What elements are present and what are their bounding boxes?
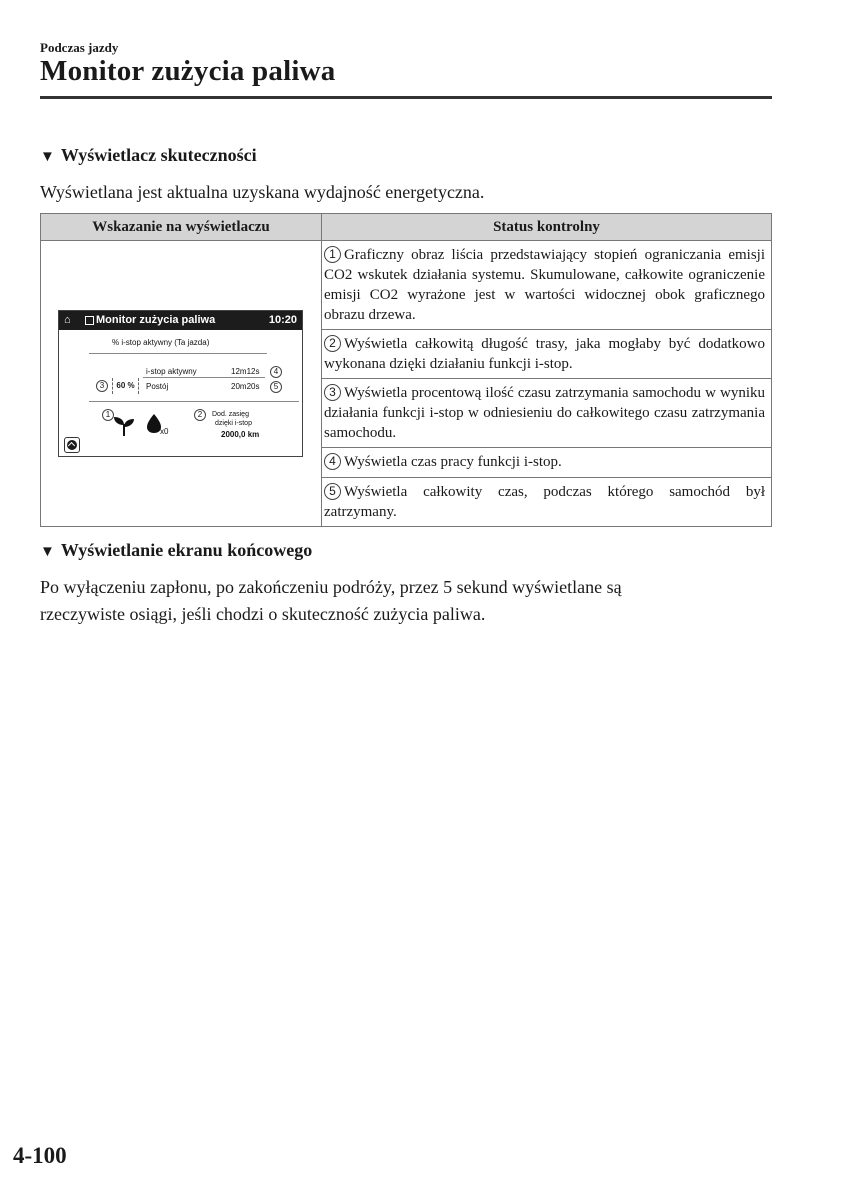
status-row-1	[322, 241, 772, 330]
final-screen-paragraph: Po wyłączeniu zapłonu, po zakończeniu podróży, przez 5 sekund wyświetlane są rzeczywiste osiągi, jeśli chodzi o skuteczność zużycia paliwa.	[40, 577, 622, 624]
page-number: 4-100	[13, 1143, 67, 1168]
status-text: Wyświetla czas pracy funkcji i-stop.	[344, 454, 562, 470]
home-icon: ⌂	[64, 314, 71, 326]
screen-header	[59, 311, 302, 330]
divider-lower	[89, 401, 299, 402]
section-heading-efficiency	[40, 145, 257, 166]
divider	[89, 353, 267, 354]
callout-5: 5	[270, 381, 282, 393]
column-header-display: Wskazanie na wyświetlaczu	[41, 214, 322, 241]
status-text: Wyświetla procentową ilość czasu zatrzymania samochodu w wyniku działania funkcji i-stop w odniesieniu do całkowitego czasu zatrzymania samochodu.	[324, 385, 765, 441]
status-text: Wyświetla całkowity czas, podczas którego samochód był zatrzymany.	[324, 484, 765, 520]
extra-range-value: 2000,0 km	[221, 430, 260, 439]
status-text: Graficzny obraz liścia przedstawiający stopień ograniczania emisji CO2 wskutek działania systemu. Skumulowane, całkowite ograniczenie emisji CO2 wyrażone jest w wartości widocznej obok graficznego obrazu drzewa.	[324, 247, 765, 323]
extra-range-label-1: Dod. zasięg	[212, 411, 249, 418]
display-screen	[58, 310, 303, 457]
pct-value: 60 %	[112, 378, 139, 394]
page-title: Monitor zużycia paliwa	[40, 55, 336, 87]
stop-label: Postój	[146, 382, 169, 391]
section-heading-final-screen	[40, 540, 312, 561]
extra-range-label-2: dzięki i-stop	[215, 420, 252, 427]
heading-text: Wyświetlanie ekranu końcowego	[60, 540, 313, 560]
status-row-2	[322, 330, 772, 379]
leaf-count: x0	[160, 427, 169, 436]
title-rule	[40, 96, 772, 99]
triangle-down-icon: ▼	[40, 149, 55, 165]
istop-underline	[143, 377, 265, 378]
screen-title: Monitor zużycia paliwa	[96, 314, 216, 326]
callout-1: 1	[102, 409, 114, 421]
number-circle: 1	[324, 246, 341, 263]
intro-paragraph: Wyświetlana jest aktualna uzyskana wydajność energetyczna.	[40, 182, 485, 202]
number-circle: 3	[324, 384, 341, 401]
stop-value: 20m20s	[231, 382, 260, 391]
callout-4: 4	[270, 366, 282, 378]
number-circle: 5	[324, 483, 341, 500]
number-circle: 2	[324, 335, 341, 352]
scroll-up-button[interactable]	[64, 437, 80, 453]
screen-time: 10:20	[268, 314, 297, 326]
heading-text: Wyświetlacz skuteczności	[60, 145, 257, 165]
status-row-5	[322, 478, 772, 527]
triangle-down-icon: ▼	[40, 544, 55, 560]
callout-2: 2	[194, 409, 206, 421]
status-row-3	[322, 379, 772, 448]
column-header-status: Status kontrolny	[322, 214, 772, 241]
status-row-4	[322, 448, 772, 478]
pct-caption: % i-stop aktywny (Ta jazda)	[112, 338, 210, 347]
callout-3: 3	[96, 380, 108, 392]
istop-value: 12m12s	[231, 367, 260, 376]
status-text: Wyświetla całkowitą długość trasy, jaka mogłaby być dodatkowo wykonana dzięki działaniu funkcji i-stop.	[324, 336, 765, 372]
section-label: Podczas jazdy	[40, 40, 119, 55]
number-circle: 4	[324, 453, 341, 470]
monitor-icon	[85, 316, 94, 325]
display-illustration-cell	[41, 241, 322, 527]
status-table	[40, 213, 772, 527]
seedling-icon	[111, 411, 137, 437]
istop-label: i-stop aktywny	[146, 367, 197, 376]
